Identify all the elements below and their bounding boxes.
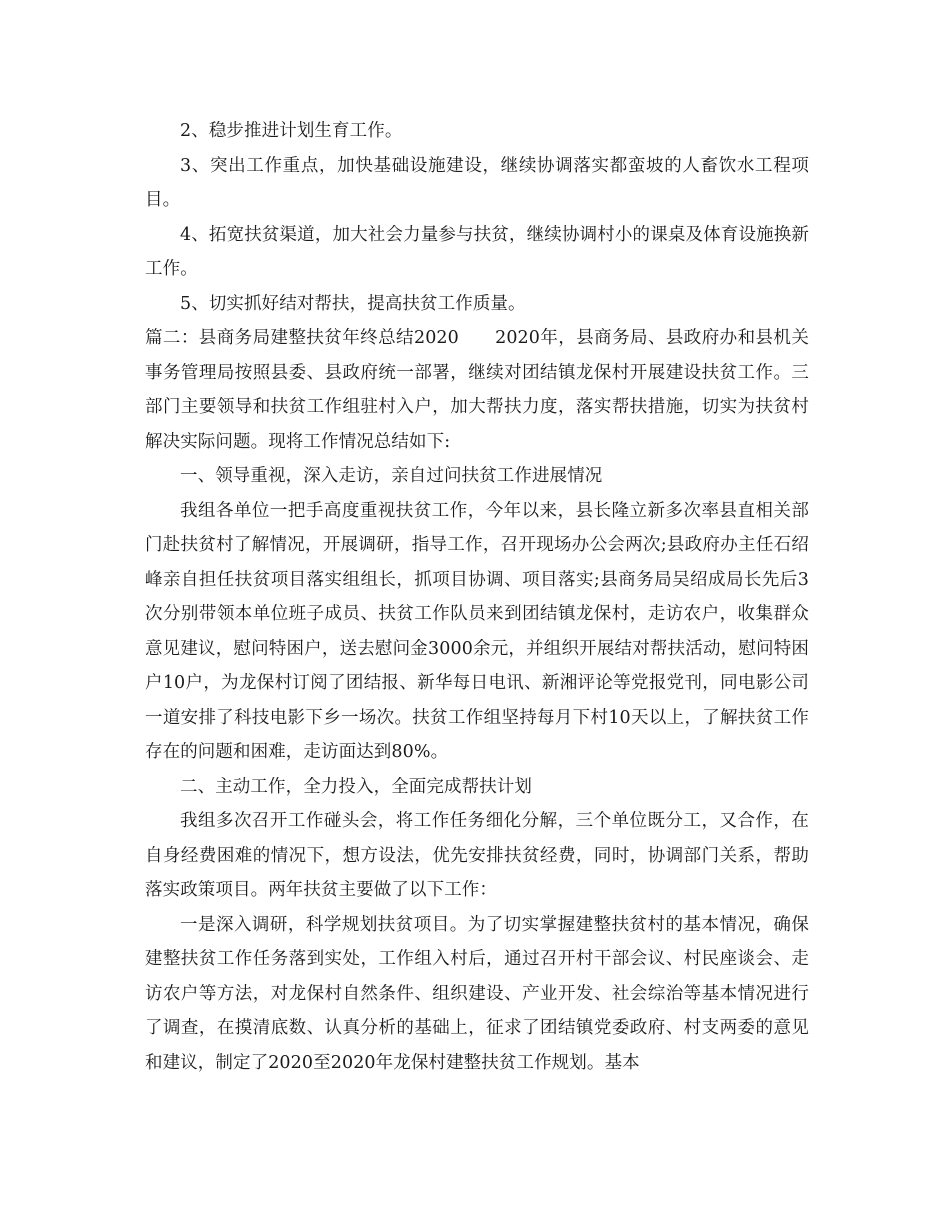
section-heading-one: 一、领导重视，深入走访，亲自过问扶贫工作进展情况 <box>180 466 603 486</box>
paragraph-research: 一是深入调研，科学规划扶贫项目。为了切实掌握建整扶贫村的基本情况，确保建整扶贫工作任务落到实处，工作组入村后，通过召开村干部会议、村民座谈会、走访农户等方法，对龙保村自然条件、组织建设、产业开发、社会综治等基本情况进行了调查，在摸清底数、认真分析的基础上，征求了团结镇党委政府、村支两委的意见和建议，制定了2020至2020年龙保村建整扶贫工作规划。基本 <box>145 914 809 1073</box>
paragraph-item-2: 2、稳步推进计划生育工作。 <box>180 121 403 141</box>
paragraph-work-plan: 我组多次召开工作碰头会，将工作任务细化分解，三个单位既分工，又合作，在自身经费困难的情况下，想方设法，优先安排扶贫经费，同时，协调部门关系，帮助落实政策项目。两年扶贫主要做了以下工作： <box>145 811 809 900</box>
paragraph-leadership: 我组各单位一把手高度重视扶贫工作，今年以来，县长隆立新多次率县直相关部门赴扶贫村了解情况，开展调研，指导工作，召开现场办公会两次;县政府办主任石绍峰亲自担任扶贫项目落实组组长，抓项目协调、项目落实;县商务局吴绍成局长先后3次分别带领本单位班子成员、扶贫工作队员来到团结镇龙保村，走访农户，收集群众意见建议，慰问特困户，送去慰问金3000余元，并组织开展结对帮扶活动，慰问特困户10户，为龙保村订阅了团结报、新华每日电讯、新湘评论等党报党刊，同电影公司一道安排了科技电影下乡一场次。扶贫工作组坚持每月下村10天以上，了解扶贫工作存在的问题和困难，走访面达到80%。 <box>145 500 809 762</box>
document-body <box>145 114 809 1080</box>
section-heading-two: 二、主动工作，全力投入，全面完成帮扶计划 <box>180 776 532 797</box>
paragraph-item-3: 3、突出工作重点，加快基础设施建设，继续协调落实都蛮坡的人畜饮水工程项目。 <box>145 155 809 210</box>
section-intro-paragraph: 篇二：县商务局建整扶贫年终总结2020 2020年，县商务局、县政府办和县机关事务管理局按照县委、县政府统一部署，继续对团结镇龙保村开展建设扶贫工作。三部门主要领导和扶贫工作组驻村入户，加大帮扶力度，落实帮扶措施，切实为扶贫村解决实际问题。现将工作情况总结如下: <box>145 328 809 452</box>
paragraph-item-4: 4、拓宽扶贫渠道，加大社会力量参与扶贫，继续协调村小的课桌及体育设施换新工作。 <box>145 224 809 279</box>
paragraph-item-5: 5、切实抓好结对帮扶，提高扶贫工作质量。 <box>180 293 526 314</box>
